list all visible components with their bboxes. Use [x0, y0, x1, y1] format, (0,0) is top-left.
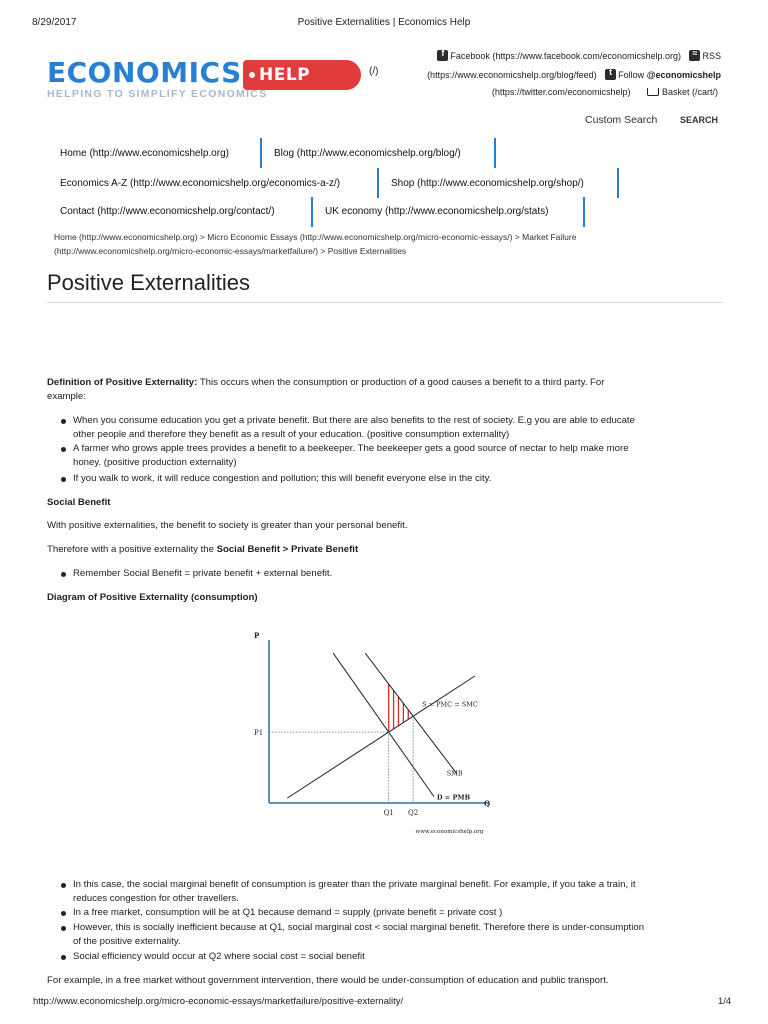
social-benefit-p2-prefix: Therefore with a positive externality the [47, 544, 217, 555]
list-item-line: honey. (positive production externality) [73, 457, 237, 468]
facebook-icon: f [437, 50, 448, 61]
x-axis-label: Q [484, 799, 491, 808]
title-divider [47, 302, 723, 303]
curve-demand [333, 653, 434, 796]
definition-label: Definition of Positive Externality: [47, 377, 198, 388]
list-item-line: If you walk to work, it will reduce congestion and pollution; this will benefit everyone else in the city. [73, 473, 492, 484]
logo-slogan: HELPING TO SIMPLIFY ECONOMICS [47, 88, 268, 100]
series-label: D = PMB [436, 793, 471, 802]
nav-contact[interactable]: Contact (http://www.economicshelp.org/contact/) [60, 206, 275, 217]
x-tick-label: Q1 [383, 809, 394, 817]
list-item [73, 878, 733, 906]
logo-help-tag [243, 60, 361, 90]
logo-dot [249, 72, 255, 78]
bullet-dot [61, 911, 66, 916]
list-item-line: of the positive externality. [73, 936, 181, 947]
y-axis-label: P [254, 631, 260, 640]
nav-divider [377, 168, 379, 198]
bullet-dot [61, 955, 66, 960]
series-label: SMB [446, 769, 463, 778]
list-item-line: In this case, the social marginal benefit of consumption is greater than the private marginal benefit. For example, if you take a train, it [73, 879, 636, 890]
list-item-line: When you consume education you get a private benefit. But there are also benefits to the rest of society. E.g you are able to educate [73, 415, 635, 426]
rss-icon: ≈ [689, 50, 700, 61]
print-date: 8/29/2017 [32, 17, 77, 28]
externality-diagram [250, 628, 510, 843]
nav-divider [617, 168, 619, 198]
list-item-line: other people and therefore they benefit as a result of your education. (positive consumption externality) [73, 429, 510, 440]
nav-divider [260, 138, 262, 168]
bullet-dot [61, 572, 66, 577]
custom-search-input[interactable]: Custom Search [585, 114, 658, 126]
nav-uk-economy[interactable]: UK economy (http://www.economicshelp.org/stats) [325, 206, 549, 217]
social-benefit-heading: Social Benefit [47, 497, 111, 508]
curve-smb [365, 653, 457, 774]
rss-label[interactable]: RSS [702, 51, 721, 61]
definition-paragraph [47, 376, 737, 404]
nav-home[interactable]: Home (http://www.economicshelp.org) [60, 148, 229, 159]
list-item [73, 921, 733, 949]
bullet-dot [61, 926, 66, 931]
y-tick-label: P1 [254, 729, 264, 738]
logo-help-text: HELP [259, 65, 311, 85]
curve-supply [287, 676, 475, 798]
rss-link[interactable]: (https://www.economicshelp.org/blog/feed) [427, 70, 597, 80]
bullet-dot [61, 883, 66, 888]
footer-page-number: 1/4 [718, 996, 732, 1007]
social-row-1 [427, 50, 721, 61]
list-item-line: reduces congestion for other travellers. [73, 893, 239, 904]
definition-text: This occurs when the consumption or production of a good causes a benefit to a third party. For [197, 377, 605, 388]
breadcrumb-line-2[interactable]: (http://www.economicshelp.org/micro-economic-essays/marketfailure/) > Positive Externalities [54, 246, 407, 256]
list-item [73, 472, 733, 486]
twitter-icon: t [605, 69, 616, 80]
social-benefit-p2 [47, 543, 358, 557]
list-item-line: Social efficiency would occur at Q2 where social cost = social benefit [73, 951, 365, 962]
social-row-2 [400, 69, 721, 80]
nav-shop[interactable]: Shop (http://www.economicshelp.org/shop/) [391, 178, 584, 189]
basket-icon [647, 88, 659, 96]
logo-home-link[interactable]: (/) [369, 66, 379, 77]
bullet-dot [61, 419, 66, 424]
twitter-link[interactable]: (https://twitter.com/economicshelp) [491, 87, 631, 97]
nav-divider [583, 197, 585, 227]
diagram-watermark: www.economicshelp.org [415, 829, 484, 835]
list-item [73, 414, 733, 442]
list-item-line: However, this is socially inefficient because at Q1, social marginal cost < social marginal benefit. Therefore there is under-consumption [73, 922, 645, 933]
nav-divider [311, 197, 313, 227]
basket-link[interactable]: Basket (/cart/) [661, 87, 718, 97]
bullet-dot [61, 447, 66, 452]
list-item-line: In a free market, consumption will be at Q1 because demand = supply (private benefit = private cost ) [73, 907, 503, 918]
logo-wordmark: ECONOMICS [47, 56, 242, 89]
page-title: Positive Externalities [47, 270, 250, 295]
bullet-dot [61, 477, 66, 482]
list-item [73, 442, 733, 470]
list-item: Remember Social Benefit = private benefit + external benefit. [73, 568, 333, 579]
twitter-handle[interactable]: @economicshelp [646, 70, 721, 80]
social-benefit-p1: With positive externalities, the benefit to society is greater than your personal benefit. [47, 520, 408, 531]
series-label: S = PMC = SMC [422, 700, 478, 709]
social-benefit-p2-bold: Social Benefit > Private Benefit [216, 544, 359, 555]
definition-text-2: example: [47, 391, 86, 402]
site-logo[interactable] [47, 56, 379, 106]
breadcrumb-line-1[interactable]: Home (http://www.economicshelp.org) > Micro Economic Essays (http://www.economicshelp.org/micro-economic-essays/) > Market Failure [54, 232, 577, 242]
diagram-svg [250, 628, 510, 843]
social-row-3 [440, 87, 718, 97]
list-item [73, 950, 733, 964]
nav-divider [494, 138, 496, 168]
list-item-line: A farmer who grows apple trees provides a benefit to a beekeeper. The beekeeper gets a good source of nectar to help make more [73, 443, 629, 454]
diagram-heading: Diagram of Positive Externality (consumption) [47, 592, 258, 603]
closing-paragraph: For example, in a free market without government intervention, there would be under-consumption of education and public transport. [47, 975, 609, 986]
list-item [73, 906, 733, 920]
x-tick-label: Q2 [408, 809, 419, 817]
nav-economics-a-z[interactable]: Economics A-Z (http://www.economicshelp.org/economics-a-z/) [60, 178, 341, 189]
print-title: Positive Externalities | Economics Help [297, 17, 471, 28]
facebook-link[interactable]: Facebook (https://www.facebook.com/economicshelp.org) [450, 51, 681, 61]
search-button[interactable]: SEARCH [680, 115, 719, 125]
follow-prefix: Follow [618, 70, 645, 80]
footer-url: http://www.economicshelp.org/micro-economic-essays/marketfailure/positive-externality/ [33, 996, 404, 1007]
nav-blog[interactable]: Blog (http://www.economicshelp.org/blog/) [274, 148, 461, 159]
